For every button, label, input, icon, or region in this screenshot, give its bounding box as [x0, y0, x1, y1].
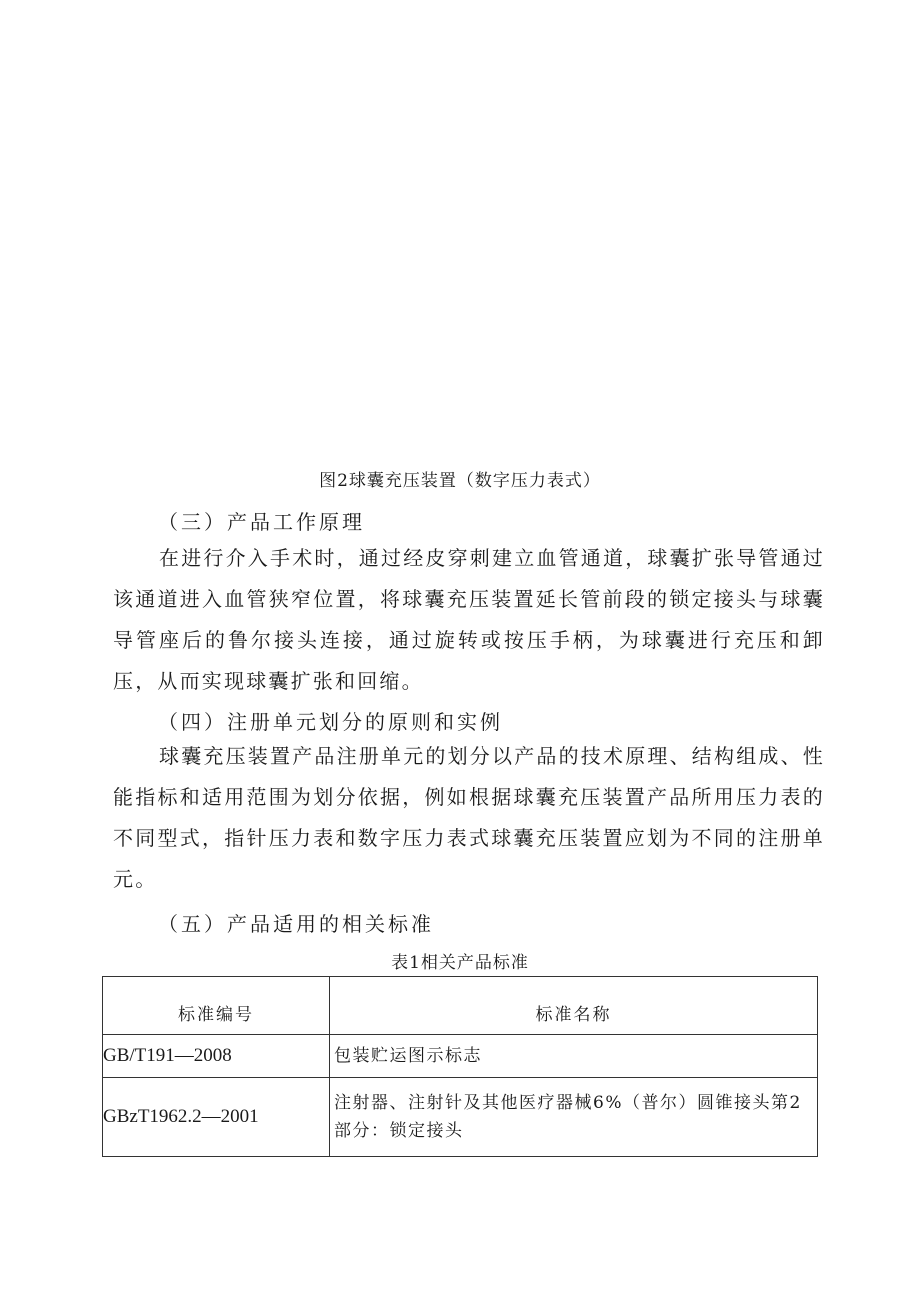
header-standard-number: 标准编号 — [103, 977, 330, 1035]
standard-name-cell: 注射器、注射针及其他医疗器械6%（普尔）圆锥接头第2部分：锁定接头 — [330, 1078, 818, 1157]
section-heading-4: （四）注册单元划分的原则和实例 — [158, 710, 503, 734]
section-heading-3: （三）产品工作原理 — [158, 510, 365, 534]
standard-number-cell: GBzT1962.2—2001 — [103, 1078, 330, 1157]
standards-table — [102, 976, 818, 1157]
table-row — [103, 1078, 818, 1157]
table-title: 表1相关产品标准 — [391, 953, 529, 973]
figure-caption: 图2球囊充压装置（数字压力表式） — [319, 471, 601, 491]
paragraph-registration-units: 球囊充压装置产品注册单元的划分以产品的技术原理、结构组成、性能指标和适用范围为划分依据，例如根据球囊充压装置产品所用压力表的不同型式，指针压力表和数字压力表式球囊充压装置应划为不同的注册单元。 — [113, 744, 825, 891]
section-heading-5: （五）产品适用的相关标准 — [158, 912, 434, 936]
standard-name-cell: 包装贮运图示标志 — [330, 1035, 818, 1078]
header-standard-name: 标准名称 — [330, 977, 818, 1035]
paragraph-working-principle: 在进行介入手术时，通过经皮穿刺建立血管通道，球囊扩张导管通过该通道进入血管狭窄位置，将球囊充压装置延长管前段的锁定接头与球囊导管座后的鲁尔接头连接，通过旋转或按压手柄，为球囊进行充压和卸压，从而实现球囊扩张和回缩。 — [113, 546, 825, 693]
standard-number-cell: GB/T191—2008 — [103, 1035, 330, 1078]
table-row — [103, 1035, 818, 1078]
figure-image-area — [100, 40, 820, 440]
table-header-row — [103, 977, 818, 1035]
